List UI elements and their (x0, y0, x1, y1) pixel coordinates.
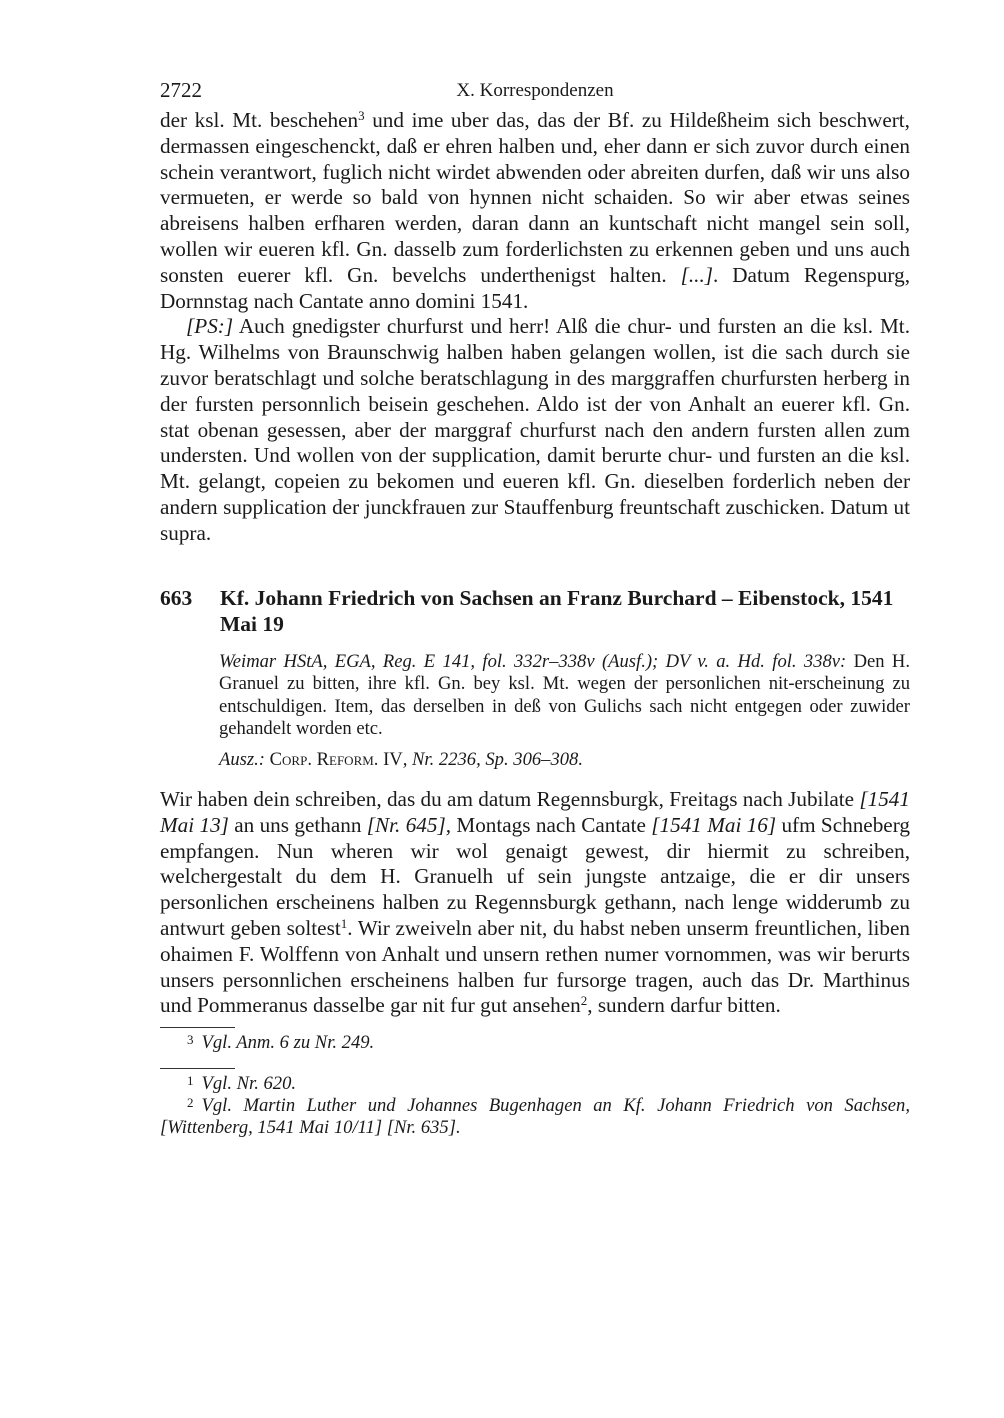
footnote-item: $^2$ Vgl. Martin Luther und Johannes Bugenhagen an Kf. Johann Friedrich von Sachsen, [Wittenberg, 1541 Mai 10/11] [Nr. 635]. (160, 1095, 910, 1139)
excerpt-reference: Ausz.: Corp. Reform. IV, Nr. 2236, Sp. 306–308. (219, 748, 584, 770)
footnote-item: $^3$ Vgl. Anm. 6 zu Nr. 249. (187, 1032, 375, 1054)
entry-number: 663 (160, 585, 193, 610)
footnote-ref: 3 (358, 108, 365, 123)
entry-title: Kf. Johann Friedrich von Sachsen an Franz Burchard – Eibenstock, 1541 Mai 19 (220, 585, 894, 636)
postscript-paragraph: [PS:] Auch gnedigster churfurst und herr! Alß die chur- und fursten an die ksl. Mt. Hg. Wilhelms von Braunschwig halben haben gelangen wollen, ist die sach durch sie zuvor beratschlagt und solche beratschlagung in des marggraffen churfursten herberg in der fursten personnlich beisein geschehen. Aldo ist der von Anhalt an euerer kfl. Gn. stat obenan gesessen, aber der marggraf churfurst nach den andern fursten allen zum understen. Und wollen von der supplication, damit berurte chur- und fursten an die ksl. Mt. gelangt, copeien zu bekomen und eueren kfl. Gn. dieselben forderlich neben der andern supplication der junckfrauen zur Stauffenburg freuntschaft zuschicken. Datum ut supra. (160, 314, 910, 545)
prev-letter-closing-paragraph: der ksl. Mt. beschehen$^3$ und ime uber das, das der Bf. zu Hildeßheim sich beschwert, dermassen eingeschenckt, daß er ehren halben und, eher dann er sich zuvor durch einen schein verantwort, fuglich nicht wirdet abwenden oder abreiten durfen, daß wir uns also vermueten, er werde so bald von hynnen nicht schaiden. So wir aber etwas seines abreisens halben erfharen werden, daran dann an kuntschaft nicht mangel sein soll, wollen wir eueren kfl. Gn. dasselb zum forderlichsten zu erkennen geben und uns auch sonsten euerer kfl. Gn. bevelchs underthenigst halten. [...]. Datum Regenspurg, Dornnstag nach Cantate anno domini 1541. (160, 108, 910, 313)
footnote-ref: 2 (580, 993, 588, 1009)
footnote-ref: 1 (340, 916, 348, 932)
page (160, 78, 910, 1139)
source-summary: Den H. Granuel zu bitten, ihre kfl. Gn. bey ksl. Mt. wegen der personlichen nit-erscheinung zu entschuldigen. Item, das derselben in deß von Gulichs sach nicht entgegen oder zuwider gehandelt worden etc. (219, 650, 911, 740)
source-note (219, 651, 910, 772)
ps-label: [PS:] (186, 314, 234, 339)
running-title: X. Korrespondenzen (456, 80, 614, 101)
corpus-reference: Corp. Reform. IV (269, 748, 403, 770)
source-archive: Weimar HStA, EGA, Reg. E 141, fol. 332r–338v (Ausf.); DV v. a. Hd. fol. 338v: (219, 650, 847, 672)
ellipsis: [...] (680, 262, 714, 287)
letter-body-paragraph: Wir haben dein schreiben, das du am datum Regennsburgk, Freitags nach Jubilate [1541 Mai 13] an uns gethann [Nr. 645], Montags nach Cantate [1541 Mai 16] ufm Schneberg empfangen. Nun wheren wir wol genaigt gewest, dir hiermit zu schreiben, welchergestalt du dem H. Granuelh uf sein jungste antzaige, die er dir unsers personlichen erscheinens halben zu Regennsburgk gethann, nach lenge widderumb zu antwurt geben soltest$^1$. Wir zweiveln aber nit, du habst neben unserm freuntlichen, liben ohaimen F. Wolffenn von Anhalt und unsern rethen numer vornommen, was wir berurts unsers personnlichen erscheinens halben fur fursorge tragen, auch das Dr. Marthinus und Pommeranus dasselbe gar nit fur gut ansehen$^2$, sundern darfur bitten. (160, 787, 910, 1018)
footnote-divider (160, 1068, 235, 1069)
entry-heading (160, 585, 910, 637)
footnote-divider (160, 1027, 235, 1028)
footnote-item: $^1$ Vgl. Nr. 620. (187, 1073, 297, 1095)
page-number: 2722 (160, 78, 202, 102)
running-header (160, 78, 910, 108)
